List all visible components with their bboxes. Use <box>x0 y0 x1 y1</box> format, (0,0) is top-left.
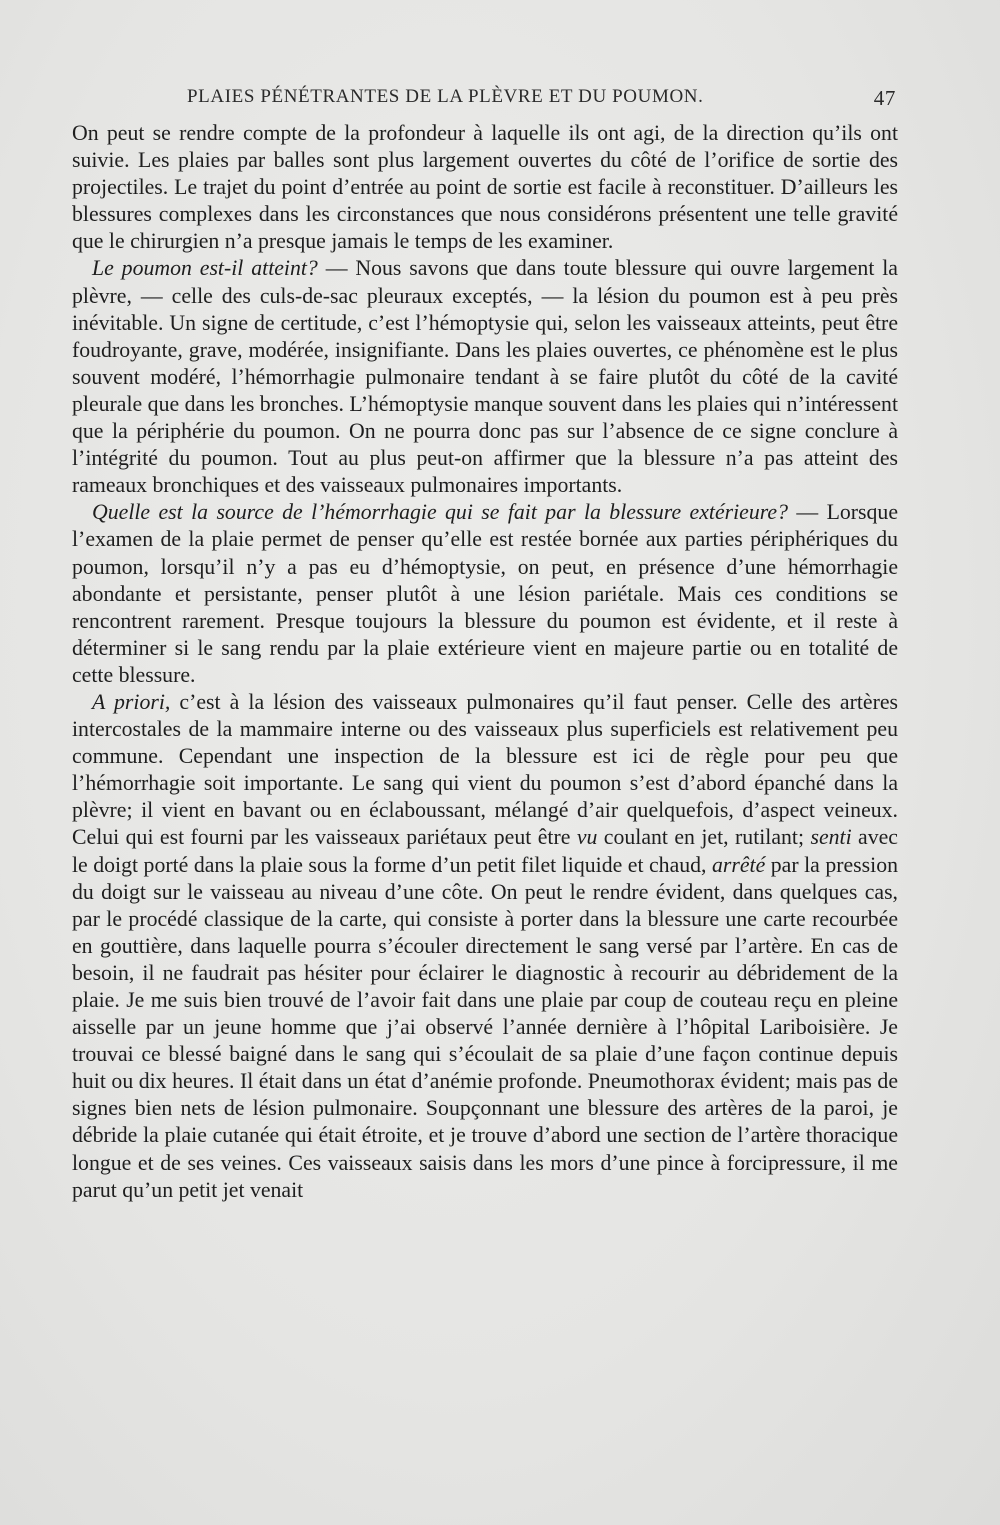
paragraph-lead: A priori, <box>92 689 171 714</box>
paragraph-text: par la pression du doigt sur le vaisseau au niveau d’une côte. On peut le rendre évident, dans quelques cas, par le procédé classique de la carte, qui consiste à porter dans la blessure une carte recourbée en gouttière, dans laquelle pourra s’écouler directement le sang versé par l’artère. En cas de besoin, il ne faudrait pas hésiter pour éclairer le diagnostic à recourir au débridement de la plaie. Je me suis bien trouvé de l’avoir fait dans une plaie par coup de couteau reçu en pleine aisselle par un jeune homme que j’ai observé l’année dernière à l’hôpital Lariboisière. Je trouvai ce blessé baigné dans le sang qui s’écoulait de sa plaie d’une façon continue depuis huit ou dix heures. Il était dans un état d’anémie profonde. Pneumothorax évident; mais pas de signes bien nets de lésion pulmonaire. Soupçonnant une blessure des artères de la paroi, je débride la plaie cutanée qui était étroite, et je trouve d’abord une section de l’artère thoracique longue et de ses veines. Ces vaisseaux saisis dans les mors d’une pince à forcipressure, il me parut qu’un petit jet venait <box>72 852 898 1202</box>
page-header <box>72 86 898 116</box>
paragraph-lead: Quelle est la source de l’hémorrhagie qui se fait par la blessure extérieure? <box>92 500 788 525</box>
paragraph-1 <box>72 120 898 255</box>
paragraph-text: On peut se rendre compte de la profondeur à laquelle ils ont agi, de la direction qu’ils ont suivie. Les plaies par balles sont plus largement ouvertes du côté de l’orifice de sortie des projectiles. Le trajet du point d’entrée au point de sortie est facile à reconstituer. D’ailleurs les blessures complexes dans les circonstances que nous considérons présentent une telle gravité que le chirurgien n’a presque jamais le temps de les examiner. <box>72 121 898 254</box>
emphasis-word: arrêté <box>712 852 766 877</box>
page-number: 47 <box>873 86 896 110</box>
paragraph-lead: Le poumon est-il atteint? <box>92 256 318 281</box>
body-text <box>72 120 898 1204</box>
paragraph-2 <box>72 255 898 499</box>
emphasis-word: senti <box>810 825 852 850</box>
paragraph-text: avec le doigt porté dans la plaie sous la forme d’un petit filet liquide et chaud, <box>72 825 898 877</box>
paragraph-3 <box>72 499 898 689</box>
paragraph-text: c’est à la lésion des vaisseaux pulmonaires qu’il faut penser. Celle des artères intercostales de la mammaire interne ou des vaisseaux plus superficiels est relativement peu commune. Cependant une inspection de la blessure est ici de règle pour peu que l’hémorrhagie soit importante. Le sang qui vient du poumon s’est d’abord épanché dans la plèvre; il vient en bavant ou en éclaboussant, mélangé d’air quelquefois, d’aspect veineux. Celui qui est fourni par les vaisseaux pariétaux peut être <box>72 689 898 850</box>
emphasis-word: vu <box>576 825 598 850</box>
paragraph-4 <box>72 689 898 1204</box>
paragraph-text: — Nous savons que dans toute blessure qui ouvre largement la plèvre, — celle des culs-de-sac pleuraux exceptés, — la lésion du poumon est à peu près inévitable. Un signe de certitude, c’est l’hémoptysie qui, selon les vaisseaux atteints, peut être foudroyante, grave, modérée, insignifiante. Dans les plaies ouvertes, ce phénomène est le plus souvent modéré, l’hémorrhagie pulmonaire tendant à se faire plutôt du côté de la cavité pleurale que dans les bronches. L’hémoptysie manque souvent dans les plaies qui n’intéressent que la périphérie du poumon. On ne pourra donc pas sur l’absence de ce signe conclure à l’intégrité du poumon. Tout au plus peut-on affirmer que la blessure n’a pas atteint des rameaux bronchiques et des vaisseaux pulmonaires importants. <box>72 256 898 498</box>
paragraph-text: coulant en jet, rutilant; <box>597 825 811 850</box>
paragraph-text: — Lorsque l’examen de la plaie permet de penser qu’elle est restée bornée aux parties périphériques du poumon, lorsqu’il n’y a pas eu d’hémoptysie, on peut, en présence d’une hémorrhagie abondante et persistante, penser plutôt à une lésion pariétale. Mais ces conditions se rencontrent rarement. Presque toujours la blessure du poumon est évidente, et il reste à déterminer si le sang rendu par la plaie extérieure vient en majeure partie ou en totalité de cette blessure. <box>72 500 898 687</box>
running-title: PLAIES PÉNÉTRANTES DE LA PLÈVRE ET DU POUMON. <box>187 86 704 107</box>
